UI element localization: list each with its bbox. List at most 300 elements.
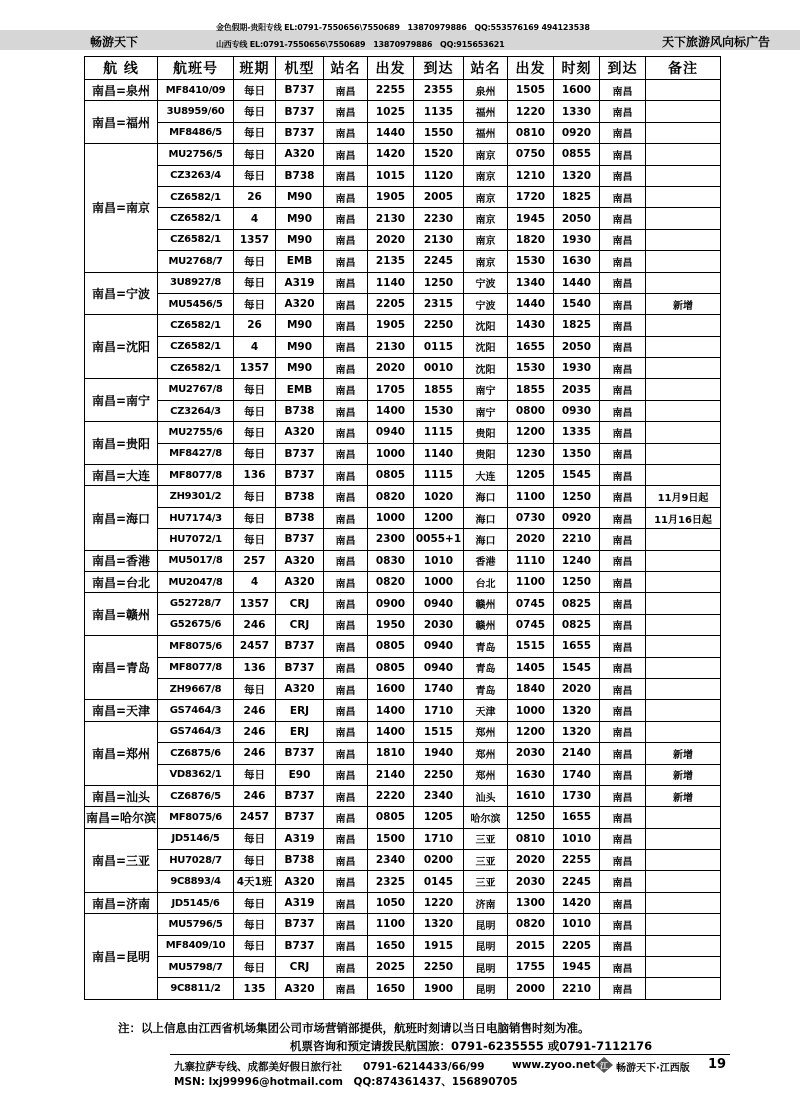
footer-agency: 九寨拉萨专线、成都美好假日旅行社 0791-6214433/66/99 <box>174 1061 485 1073</box>
cell-aircraft: B737 <box>276 657 324 678</box>
cell-remark <box>646 122 721 143</box>
cell-time: 1655 <box>554 807 600 828</box>
cell-station: 贵阳 <box>464 443 508 464</box>
cell-time: 1730 <box>554 785 600 806</box>
cell-time: 0825 <box>554 614 600 635</box>
cell-origin: 南昌 <box>324 700 368 721</box>
cell-time: 1540 <box>554 293 600 314</box>
cell-arrive: 1900 <box>414 978 464 999</box>
cell-flight-number: MU2047/8 <box>158 571 234 592</box>
cell-arrive: 南昌 <box>600 935 646 956</box>
page-header <box>0 0 800 52</box>
cell-origin: 南昌 <box>324 272 368 293</box>
cell-time: 1320 <box>554 700 600 721</box>
cell-arrive: 南昌 <box>600 678 646 699</box>
cell-aircraft: B737 <box>276 785 324 806</box>
header-depart: 出发 <box>368 57 414 80</box>
cell-arrive: 南昌 <box>600 721 646 742</box>
cell-depart: 1230 <box>508 443 554 464</box>
cell-depart: 0730 <box>508 507 554 528</box>
page-footer <box>0 1053 800 1100</box>
cell-arrive: 1205 <box>414 807 464 828</box>
cell-flight-number: JD5145/6 <box>158 892 234 913</box>
cell-depart: 1820 <box>508 229 554 250</box>
cell-origin: 南昌 <box>324 871 368 892</box>
cell-station: 汕头 <box>464 785 508 806</box>
table-row <box>85 422 721 443</box>
cell-origin: 南昌 <box>324 144 368 165</box>
route-cell: 南昌=沈阳 <box>85 315 158 379</box>
cell-depart: 1810 <box>368 743 414 764</box>
cell-flight-number: G52675/6 <box>158 614 234 635</box>
cell-flight-number: CZ6876/5 <box>158 785 234 806</box>
table-row <box>85 614 721 635</box>
cell-depart: 1950 <box>368 614 414 635</box>
table-row <box>85 529 721 550</box>
cell-schedule: 每日 <box>234 507 276 528</box>
cell-station: 南京 <box>464 144 508 165</box>
page-number: 19 <box>708 1057 727 1072</box>
cell-aircraft: B737 <box>276 80 324 101</box>
cell-origin: 南昌 <box>324 807 368 828</box>
cell-arrive: 南昌 <box>600 144 646 165</box>
cell-schedule: 每日 <box>234 529 276 550</box>
cell-remark <box>646 892 721 913</box>
header-arrive: 到达 <box>414 57 464 80</box>
cell-station: 贵阳 <box>464 422 508 443</box>
cell-remark <box>646 379 721 400</box>
cell-remark <box>646 272 721 293</box>
cell-arrive: 1550 <box>414 122 464 143</box>
cell-arrive: 南昌 <box>600 807 646 828</box>
cell-time: 2210 <box>554 978 600 999</box>
cell-origin: 南昌 <box>324 80 368 101</box>
table-row <box>85 828 721 849</box>
cell-schedule: 1357 <box>234 358 276 379</box>
cell-depart: 2340 <box>368 850 414 871</box>
cell-aircraft: B738 <box>276 507 324 528</box>
cell-aircraft: A320 <box>276 978 324 999</box>
cell-remark <box>646 593 721 614</box>
cell-origin: 南昌 <box>324 122 368 143</box>
cell-depart: 2140 <box>368 764 414 785</box>
cell-remark <box>646 614 721 635</box>
cell-origin: 南昌 <box>324 507 368 528</box>
cell-flight-number: HU7072/1 <box>158 529 234 550</box>
cell-arrive: 1915 <box>414 935 464 956</box>
cell-schedule: 每日 <box>234 935 276 956</box>
header-aircraft: 机型 <box>276 57 324 80</box>
cell-aircraft: A320 <box>276 871 324 892</box>
cell-flight-number: MF8409/10 <box>158 935 234 956</box>
route-cell: 南昌=贵阳 <box>85 422 158 465</box>
cell-depart: 1000 <box>368 507 414 528</box>
cell-time: 1630 <box>554 251 600 272</box>
cell-depart: 1515 <box>508 636 554 657</box>
cell-time: 1945 <box>554 957 600 978</box>
route-cell: 南昌=天津 <box>85 700 158 721</box>
cell-origin: 南昌 <box>324 614 368 635</box>
cell-time: 2205 <box>554 935 600 956</box>
cell-depart: 1650 <box>368 978 414 999</box>
cell-arrive: 2250 <box>414 764 464 785</box>
cell-flight-number: VD8362/1 <box>158 764 234 785</box>
cell-depart: 1650 <box>368 935 414 956</box>
cell-schedule: 257 <box>234 550 276 571</box>
cell-schedule: 每日 <box>234 764 276 785</box>
table-row <box>85 550 721 571</box>
table-row <box>85 208 721 229</box>
cell-depart: 0810 <box>508 828 554 849</box>
cell-depart: 2020 <box>508 529 554 550</box>
cell-origin: 南昌 <box>324 336 368 357</box>
cell-flight-number: MF8075/6 <box>158 807 234 828</box>
route-cell: 南昌=赣州 <box>85 593 158 636</box>
table-row <box>85 636 721 657</box>
cell-schedule: 136 <box>234 657 276 678</box>
cell-arrive: 0145 <box>414 871 464 892</box>
cell-depart: 1100 <box>508 571 554 592</box>
cell-arrive: 1020 <box>414 486 464 507</box>
table-row <box>85 593 721 614</box>
cell-aircraft: M90 <box>276 358 324 379</box>
cell-aircraft: B738 <box>276 486 324 507</box>
cell-flight-number: GS7464/3 <box>158 721 234 742</box>
cell-remark <box>646 571 721 592</box>
cell-depart: 1000 <box>508 700 554 721</box>
cell-aircraft: B737 <box>276 636 324 657</box>
cell-depart: 1400 <box>368 700 414 721</box>
cell-flight-number: MU5796/5 <box>158 914 234 935</box>
cell-arrive: 1120 <box>414 165 464 186</box>
cell-station: 南京 <box>464 186 508 207</box>
cell-depart: 0805 <box>368 636 414 657</box>
cell-remark <box>646 871 721 892</box>
cell-depart: 1000 <box>368 443 414 464</box>
cell-origin: 南昌 <box>324 186 368 207</box>
table-row <box>85 251 721 272</box>
route-cell: 南昌=昆明 <box>85 914 158 1000</box>
cell-time: 0855 <box>554 144 600 165</box>
cell-flight-number: CZ6582/1 <box>158 186 234 207</box>
route-cell: 南昌=南宁 <box>85 379 158 422</box>
cell-arrive: 0200 <box>414 850 464 871</box>
cell-station: 昆明 <box>464 957 508 978</box>
route-cell: 南昌=郑州 <box>85 721 158 785</box>
cell-schedule: 每日 <box>234 165 276 186</box>
cell-depart: 2130 <box>368 208 414 229</box>
cell-schedule: 每日 <box>234 443 276 464</box>
cell-schedule: 每日 <box>234 828 276 849</box>
cell-arrive: 南昌 <box>600 743 646 764</box>
cell-depart: 1505 <box>508 80 554 101</box>
cell-time: 2245 <box>554 871 600 892</box>
cell-depart: 1905 <box>368 315 414 336</box>
cell-arrive: 南昌 <box>600 315 646 336</box>
cell-arrive: 0115 <box>414 336 464 357</box>
cell-depart: 1855 <box>508 379 554 400</box>
cell-station: 青岛 <box>464 678 508 699</box>
cell-remark <box>646 550 721 571</box>
table-row <box>85 293 721 314</box>
table-row <box>85 743 721 764</box>
cell-arrive: 2250 <box>414 957 464 978</box>
footer-website[interactable]: www.zyoo.net <box>512 1059 596 1071</box>
cell-flight-number: ZH9667/8 <box>158 678 234 699</box>
cell-time: 0920 <box>554 122 600 143</box>
cell-arrive: 1710 <box>414 828 464 849</box>
cell-station: 赣州 <box>464 614 508 635</box>
cell-arrive: 南昌 <box>600 764 646 785</box>
cell-arrive: 南昌 <box>600 507 646 528</box>
cell-flight-number: MU5456/5 <box>158 293 234 314</box>
route-cell: 南昌=宁波 <box>85 272 158 315</box>
cell-arrive: 南昌 <box>600 571 646 592</box>
cell-depart: 1630 <box>508 764 554 785</box>
route-cell: 南昌=海口 <box>85 486 158 550</box>
table-row <box>85 914 721 935</box>
cell-schedule: 每日 <box>234 914 276 935</box>
cell-arrive: 2355 <box>414 80 464 101</box>
cell-time: 0930 <box>554 400 600 421</box>
contact-line-2-tag: 山西专线 <box>216 40 248 49</box>
cell-time: 1930 <box>554 229 600 250</box>
cell-arrive: 2230 <box>414 208 464 229</box>
table-row <box>85 700 721 721</box>
cell-flight-number: CZ3264/3 <box>158 400 234 421</box>
route-cell: 南昌=汕头 <box>85 785 158 806</box>
cell-arrive: 1000 <box>414 571 464 592</box>
table-row <box>85 229 721 250</box>
table-row <box>85 80 721 101</box>
cell-time: 0920 <box>554 507 600 528</box>
cell-station: 南京 <box>464 251 508 272</box>
cell-remark <box>646 465 721 486</box>
cell-depart: 0810 <box>508 122 554 143</box>
header-time: 时刻 <box>554 57 600 80</box>
cell-arrive: 1135 <box>414 101 464 122</box>
table-row <box>85 978 721 999</box>
cell-depart: 1705 <box>368 379 414 400</box>
header-schedule: 班期 <box>234 57 276 80</box>
cell-schedule: 4 <box>234 208 276 229</box>
cell-flight-number: MF8410/09 <box>158 80 234 101</box>
cell-arrive: 0940 <box>414 636 464 657</box>
cell-aircraft: E90 <box>276 764 324 785</box>
cell-schedule: 每日 <box>234 272 276 293</box>
cell-time: 1320 <box>554 165 600 186</box>
cell-station: 青岛 <box>464 657 508 678</box>
cell-schedule: 246 <box>234 743 276 764</box>
cell-arrive: 2245 <box>414 251 464 272</box>
cell-origin: 南昌 <box>324 229 368 250</box>
cell-depart: 1405 <box>508 657 554 678</box>
cell-remark: 11月16日起 <box>646 507 721 528</box>
cell-arrive: 南昌 <box>600 293 646 314</box>
header-arrive-return: 到达 <box>600 57 646 80</box>
cell-time: 1335 <box>554 422 600 443</box>
cell-remark <box>646 700 721 721</box>
cell-schedule: 1357 <box>234 593 276 614</box>
cell-depart: 1610 <box>508 785 554 806</box>
cell-arrive: 南昌 <box>600 636 646 657</box>
cell-station: 沈阳 <box>464 315 508 336</box>
cell-arrive: 2005 <box>414 186 464 207</box>
cell-arrive: 南昌 <box>600 272 646 293</box>
cell-time: 1010 <box>554 828 600 849</box>
cell-remark <box>646 828 721 849</box>
cell-origin: 南昌 <box>324 593 368 614</box>
cell-depart: 0820 <box>368 571 414 592</box>
cell-remark <box>646 229 721 250</box>
cell-arrive: 南昌 <box>600 614 646 635</box>
table-row <box>85 144 721 165</box>
cell-depart: 0800 <box>508 400 554 421</box>
cell-station: 香港 <box>464 550 508 571</box>
table-row <box>85 165 721 186</box>
cell-arrive: 南昌 <box>600 486 646 507</box>
cell-station: 南宁 <box>464 379 508 400</box>
footer-brand: 畅游天下·江西版 <box>616 1063 690 1074</box>
cell-time: 1010 <box>554 914 600 935</box>
brand-logo-icon <box>594 1056 614 1074</box>
cell-remark <box>646 400 721 421</box>
table-header-row <box>85 57 721 80</box>
cell-depart: 0745 <box>508 614 554 635</box>
cell-remark <box>646 443 721 464</box>
table-row <box>85 186 721 207</box>
header-origin: 站名 <box>324 57 368 80</box>
cell-station: 昆明 <box>464 914 508 935</box>
cell-origin: 南昌 <box>324 251 368 272</box>
cell-origin: 南昌 <box>324 785 368 806</box>
cell-schedule: 每日 <box>234 957 276 978</box>
table-row <box>85 400 721 421</box>
cell-depart: 2130 <box>368 336 414 357</box>
cell-arrive: 南昌 <box>600 785 646 806</box>
route-cell: 南昌=哈尔滨 <box>85 807 158 828</box>
table-row <box>85 957 721 978</box>
cell-arrive: 1740 <box>414 678 464 699</box>
cell-origin: 南昌 <box>324 101 368 122</box>
route-cell: 南昌=泉州 <box>85 80 158 101</box>
cell-station: 海口 <box>464 529 508 550</box>
table-row <box>85 871 721 892</box>
cell-remark <box>646 165 721 186</box>
header-flight-no: 航班号 <box>158 57 234 80</box>
table-row <box>85 465 721 486</box>
cell-flight-number: HU7028/7 <box>158 850 234 871</box>
cell-aircraft: CRJ <box>276 957 324 978</box>
cell-arrive: 2340 <box>414 785 464 806</box>
cell-arrive: 1710 <box>414 700 464 721</box>
cell-time: 1545 <box>554 657 600 678</box>
cell-flight-number: MF8077/8 <box>158 657 234 678</box>
cell-origin: 南昌 <box>324 678 368 699</box>
cell-station: 三亚 <box>464 850 508 871</box>
cell-schedule: 4天1班 <box>234 871 276 892</box>
cell-arrive: 1250 <box>414 272 464 293</box>
cell-schedule: 每日 <box>234 379 276 400</box>
cell-remark <box>646 186 721 207</box>
cell-remark <box>646 657 721 678</box>
cell-depart: 1440 <box>368 122 414 143</box>
cell-depart: 1400 <box>368 721 414 742</box>
cell-flight-number: CZ6582/1 <box>158 229 234 250</box>
contact-line-1 <box>216 22 590 33</box>
cell-depart: 2255 <box>368 80 414 101</box>
footnote-line-2: 机票咨询和预定请拨民航国旅：0791-6235555 或0791-7112176 <box>290 1039 653 1053</box>
cell-schedule: 每日 <box>234 144 276 165</box>
cell-aircraft: B738 <box>276 165 324 186</box>
cell-aircraft: CRJ <box>276 593 324 614</box>
cell-station: 大连 <box>464 465 508 486</box>
cell-time: 1545 <box>554 465 600 486</box>
table-body <box>85 80 721 1000</box>
cell-arrive: 南昌 <box>600 229 646 250</box>
cell-flight-number: MF8077/8 <box>158 465 234 486</box>
cell-origin: 南昌 <box>324 422 368 443</box>
cell-depart: 1025 <box>368 101 414 122</box>
cell-flight-number: MF8486/5 <box>158 122 234 143</box>
cell-origin: 南昌 <box>324 978 368 999</box>
cell-depart: 1430 <box>508 315 554 336</box>
cell-arrive: 南昌 <box>600 850 646 871</box>
cell-aircraft: M90 <box>276 229 324 250</box>
cell-arrive: 南昌 <box>600 957 646 978</box>
cell-arrive: 1520 <box>414 144 464 165</box>
route-cell: 南昌=福州 <box>85 101 158 144</box>
cell-station: 济南 <box>464 892 508 913</box>
cell-arrive: 南昌 <box>600 593 646 614</box>
cell-origin: 南昌 <box>324 892 368 913</box>
cell-remark <box>646 914 721 935</box>
cell-arrive: 2250 <box>414 315 464 336</box>
cell-origin: 南昌 <box>324 914 368 935</box>
cell-remark: 新增 <box>646 743 721 764</box>
cell-remark <box>646 358 721 379</box>
cell-depart: 1210 <box>508 165 554 186</box>
cell-schedule: 2457 <box>234 807 276 828</box>
cell-arrive: 0940 <box>414 593 464 614</box>
cell-flight-number: MU2767/8 <box>158 379 234 400</box>
cell-remark <box>646 251 721 272</box>
cell-schedule: 135 <box>234 978 276 999</box>
cell-time: 1740 <box>554 764 600 785</box>
cell-aircraft: A320 <box>276 571 324 592</box>
cell-station: 三亚 <box>464 828 508 849</box>
cell-schedule: 246 <box>234 700 276 721</box>
cell-remark: 新增 <box>646 764 721 785</box>
cell-arrive: 南昌 <box>600 379 646 400</box>
cell-depart: 1300 <box>508 892 554 913</box>
cell-flight-number: CZ6582/1 <box>158 315 234 336</box>
cell-aircraft: B737 <box>276 443 324 464</box>
cell-origin: 南昌 <box>324 208 368 229</box>
cell-origin: 南昌 <box>324 935 368 956</box>
table-row <box>85 507 721 528</box>
cell-station: 郑州 <box>464 721 508 742</box>
cell-remark <box>646 978 721 999</box>
table-row <box>85 657 721 678</box>
cell-depart: 2300 <box>368 529 414 550</box>
cell-station: 南京 <box>464 229 508 250</box>
cell-aircraft: B737 <box>276 122 324 143</box>
cell-aircraft: M90 <box>276 186 324 207</box>
cell-schedule: 每日 <box>234 400 276 421</box>
cell-aircraft: B738 <box>276 850 324 871</box>
cell-arrive: 南昌 <box>600 165 646 186</box>
